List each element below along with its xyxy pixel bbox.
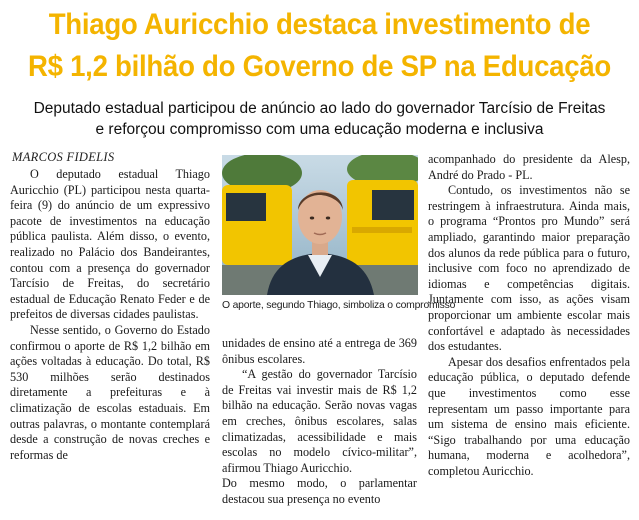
- paragraph: O deputado estadual Thiago Auricchio (PL) participou nesta quarta-feira (9) do anúncio de um expressivo pacote de investimentos na educação pública paulista. Além disso, o evento, realizado no Palácio dos Bandeirantes, contou com a presença do governador Tarcísio de Freitas, do secretário estadual de Educação Renato Feder e de prefeitos de diversas cidades paulistas.: [10, 167, 210, 322]
- subtitle-line-2: e reforçou compromisso com uma educação moderna e inclusiva: [95, 121, 544, 138]
- paragraph: unidades de ensino até a entrega de 369 ônibus escolares.: [222, 336, 417, 366]
- photo-caption: O aporte, segundo Thiago, simboliza o compromisso: [222, 300, 456, 311]
- paragraph: Nesse sentido, o Governo do Estado confirmou o aporte de R$ 1,2 bilhão em ações voltadas à educação. Do total, R$ 530 milhões serão destinados diretamente a prefeituras e à climatização de escolas estaduais. Em outras palavras, o montante contemplará desde a construção de novas creches e reformas de: [10, 322, 210, 462]
- article-photo: [222, 155, 418, 295]
- paragraph: Do mesmo modo, o parlamentar destacou sua presença no evento: [222, 476, 417, 506]
- article-column-3: [428, 152, 630, 479]
- subtitle-line-1: Deputado estadual participou de anúncio ao lado do governador Tarcísio de Freitas: [33, 100, 606, 117]
- headline-line-2: R$ 1,2 bilhão do Governo de SP na Educação: [27, 50, 611, 83]
- subtitle: [0, 98, 639, 140]
- article-column-2: [222, 336, 417, 508]
- paragraph: Apesar dos desafios enfrentados pela educação pública, o deputado defende que investimentos como esse representam um passo importante para um sistema de ensino mais eficiente. “Sigo trabalhando por uma educação humana, moderna e acolhedora”, completou Auricchio.: [428, 354, 630, 478]
- headline-line-1: Thiago Auricchio destaca investimento de: [48, 8, 591, 41]
- byline: MARCOS FIDELIS: [12, 150, 115, 164]
- photo-illustration: [222, 155, 418, 295]
- paragraph: “A gestão do governador Tarcísio de Freitas vai investir mais de R$ 1,2 bilhão na educação. Serão novas vagas em creches, ônibus escolares, salas climatizadas, acessibilidade e mais escolas no modelo cívico-militar”, afirmou Thiago Auricchio.: [222, 367, 417, 475]
- headline: [26, 4, 614, 88]
- article-column-1: [10, 167, 210, 463]
- paragraph: acompanhado do presidente da Alesp, André do Prado - PL.: [428, 152, 630, 182]
- paragraph: Contudo, os investimentos não se restringem à infraestrutura. Ainda mais, o programa “Prontos pro Mundo” será ampliado, garantindo maior preparação dos alunos da rede pública para o futuro, inclusive com foco no aprendizado de idiomas e competências digitais. Juntamente com isso, as ações visam proporcionar um ambiente escolar mais confortável e adaptado às necessidades dos estudantes.: [428, 183, 630, 354]
